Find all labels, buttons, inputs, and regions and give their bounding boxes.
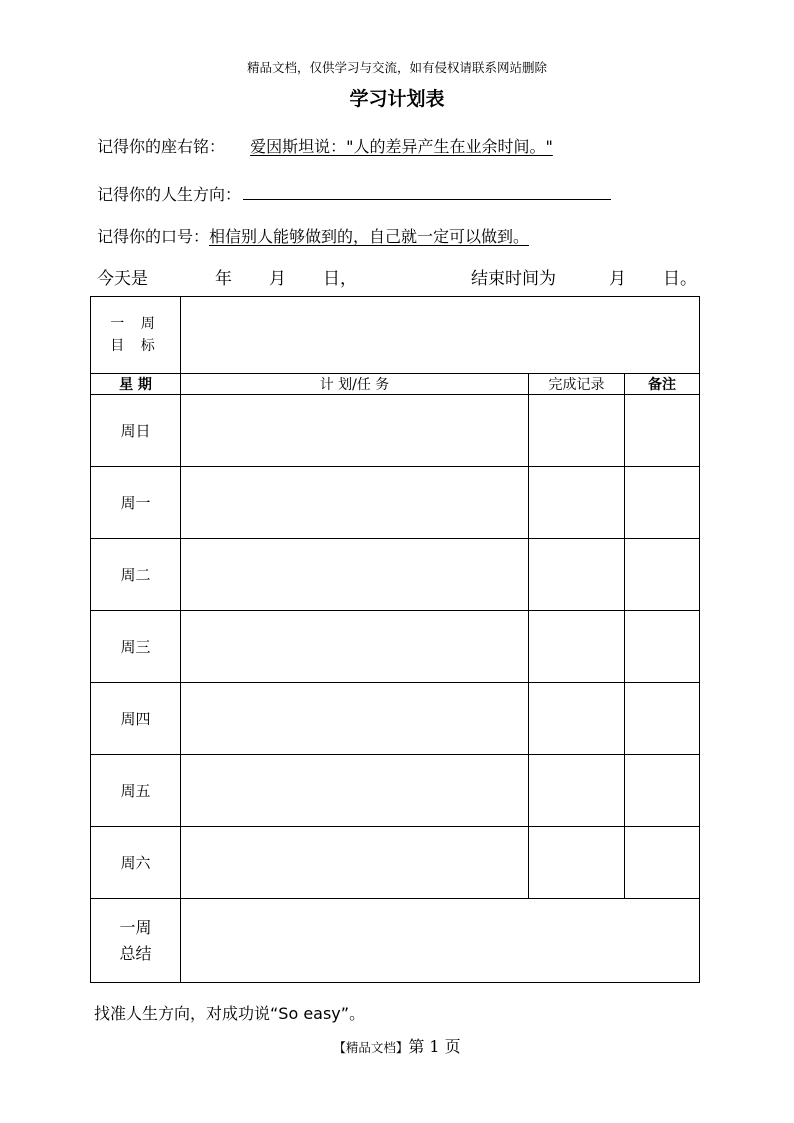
table-row: [91, 395, 700, 467]
day-label-cell: 周五: [91, 755, 181, 827]
task-cell[interactable]: [181, 827, 529, 899]
task-cell[interactable]: [181, 683, 529, 755]
month-label: 月: [269, 269, 286, 289]
footer-slogan: 找准人生方向，对成功说“So easy”。: [94, 1004, 366, 1023]
table-row: [91, 755, 700, 827]
record-cell[interactable]: [529, 395, 625, 467]
table-row: [91, 683, 700, 755]
note-cell[interactable]: [625, 755, 700, 827]
weekday-header: 星 期: [91, 374, 181, 395]
record-cell[interactable]: [529, 683, 625, 755]
page-number: 第 1 页: [408, 1037, 461, 1056]
summary-row: [91, 899, 700, 983]
table-row: [91, 539, 700, 611]
day-label-cell: 周四: [91, 683, 181, 755]
today-label: 今天是: [97, 269, 148, 289]
table-row: [91, 827, 700, 899]
day-label-cell: 周一: [91, 467, 181, 539]
goal-input-cell[interactable]: [181, 297, 700, 374]
task-cell[interactable]: [181, 467, 529, 539]
record-cell[interactable]: [529, 539, 625, 611]
motto-line: [97, 134, 553, 157]
end-month-label: 月: [609, 269, 626, 289]
task-cell[interactable]: [181, 755, 529, 827]
page-title: 学习计划表: [349, 88, 445, 110]
plan-table: [90, 296, 700, 983]
motto-label: 记得你的座右铭：: [97, 137, 226, 156]
record-cell[interactable]: [529, 827, 625, 899]
task-header: 计 划/任 务: [181, 374, 529, 395]
day-label-cell: 周日: [91, 395, 181, 467]
summary-label-line1: 一周: [119, 917, 152, 937]
goal-label-line1: 一 周: [110, 316, 161, 332]
footer-tag: 【精品文档】: [333, 1040, 409, 1055]
page-footer: [0, 1034, 794, 1057]
header-note: 精品文档，仅供学习与交流，如有侵权请联系网站删除: [246, 60, 547, 75]
summary-input-cell[interactable]: [181, 899, 700, 983]
goal-label-cell: [91, 297, 181, 374]
direction-label: 记得你的人生方向：: [97, 185, 242, 204]
task-cell[interactable]: [181, 395, 529, 467]
year-label: 年: [215, 269, 232, 289]
motto-value: 爱因斯坦说："人的差异产生在业余时间。": [250, 137, 553, 156]
record-cell[interactable]: [529, 611, 625, 683]
record-cell[interactable]: [529, 755, 625, 827]
table-row: [91, 467, 700, 539]
task-cell[interactable]: [181, 539, 529, 611]
day-label-cell: 周三: [91, 611, 181, 683]
end-time-label: 结束时间为: [471, 269, 556, 289]
header-row: [91, 374, 700, 395]
slogan-label: 记得你的口号：: [97, 227, 210, 246]
day-label-cell: 周二: [91, 539, 181, 611]
note-header: 备注: [625, 374, 700, 395]
note-cell[interactable]: [625, 611, 700, 683]
task-cell[interactable]: [181, 611, 529, 683]
goal-label-line2: 目 标: [110, 338, 161, 354]
table-row: [91, 611, 700, 683]
note-cell[interactable]: [625, 683, 700, 755]
note-cell[interactable]: [625, 539, 700, 611]
summary-label-line2: 总结: [119, 943, 152, 963]
direction-line: [97, 182, 611, 205]
direction-blank[interactable]: [243, 185, 611, 200]
record-header: 完成记录: [529, 374, 625, 395]
note-cell[interactable]: [625, 395, 700, 467]
note-cell[interactable]: [625, 827, 700, 899]
goal-row: [91, 297, 700, 374]
end-day-label: 日。: [663, 269, 697, 289]
day-label: 日，: [323, 269, 357, 289]
day-label-cell: 周六: [91, 827, 181, 899]
slogan-line: [97, 224, 529, 247]
note-cell[interactable]: [625, 467, 700, 539]
summary-label-cell: [91, 899, 181, 983]
slogan-value: 相信别人能够做到的，自己就一定可以做到。: [209, 227, 530, 246]
record-cell[interactable]: [529, 467, 625, 539]
